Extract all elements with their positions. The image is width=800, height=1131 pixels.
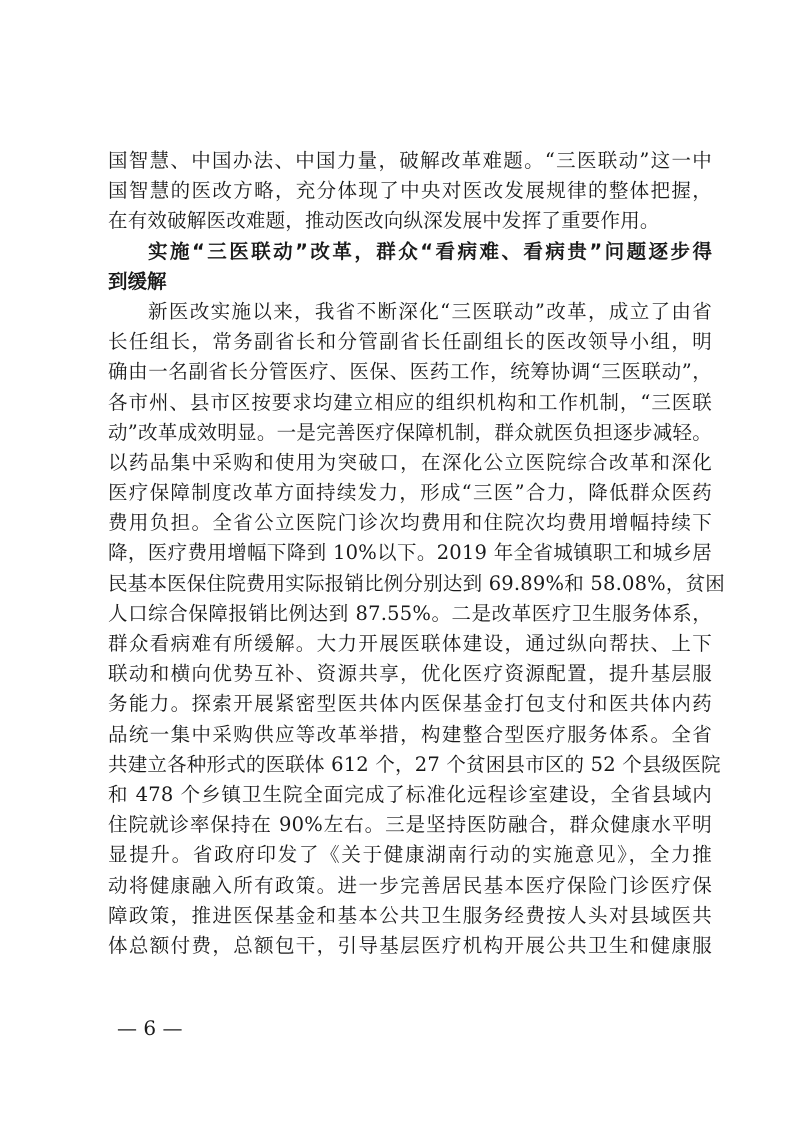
text-line: 新医改实施以来，我省不断深化“三医联动”改革，成立了由省 (148, 299, 712, 323)
text-line: 长任组长，常务副省长和分管副省长任副组长的医改领导小组，明 (108, 330, 712, 354)
text-line: 显提升。省政府印发了《关于健康湖南行动的实施意见》，全力推 (108, 843, 712, 867)
text-line: 务能力。探索开展紧密型医共体内医保基金打包支付和医共体内药 (108, 692, 712, 716)
text-line: 民基本医保住院费用实际报销比例分别达到 69.89%和 58.08%，贫困 (108, 571, 726, 595)
text-line: 在有效破解医改难题，推动医改向纵深发展中发挥了重要作用。 (108, 209, 660, 233)
text-line: 医疗保障制度改革方面持续发力，形成“三医”合力，降低群众医药 (108, 481, 712, 505)
text-line: 障政策，推进医保基金和基本公共卫生服务经费按人头对县域医共 (108, 903, 712, 927)
text-line: 品统一集中采购供应等改革举措，构建整合型医疗服务体系。全省 (108, 722, 712, 746)
text-line: 联动和横向优势互补、资源共享，优化医疗资源配置，提升基层服 (108, 662, 712, 686)
text-line: 国智慧的医改方略，充分体现了中央对医改发展规律的整体把握， (108, 179, 712, 203)
intro-paragraph (108, 146, 712, 237)
text-line: 费用负担。全省公立医院门诊次均费用和住院次均费用增幅持续下 (108, 511, 712, 535)
text-line: 和 478 个乡镇卫生院全面完成了标准化远程诊室建设，全省县域内 (108, 782, 712, 806)
text-line: 国智慧、中国办法、中国力量，破解改革难题。“三医联动”这一中 (108, 149, 712, 172)
text-line: 体总额付费，总额包干，引导基层医疗机构开展公共卫生和健康服 (108, 933, 712, 957)
text-line: 群众看病难有所缓解。大力开展医联体建设，通过纵向帮扶、上下 (108, 632, 712, 655)
text-line: 各市州、县市区按要求均建立相应的组织机构和工作机制，“三医联 (108, 390, 712, 414)
page-number: — 6 — (117, 1016, 183, 1040)
text-line: 动将健康融入所有政策。进一步完善居民基本医疗保险门诊医疗保 (108, 873, 712, 897)
text-line: 以药品集中采购和使用为突破口，在深化公立医院综合改革和深化 (108, 450, 712, 474)
heading-line: 到缓解 (108, 269, 167, 293)
text-line: 住院就诊率保持在 90%左右。三是坚持医防融合，群众健康水平明 (108, 813, 712, 837)
body-paragraph (108, 297, 726, 961)
text-line: 动”改革成效明显。一是完善医疗保障机制，群众就医负担逐步减轻。 (108, 420, 712, 444)
text-line: 确由一名副省长分管医疗、医保、医药工作，统筹协调“三医联动”， (108, 360, 712, 384)
heading-line: 实施“三医联动”改革，群众“看病难、看病贵”问题逐步得 (148, 239, 712, 263)
text-line: 人口综合保障报销比例达到 87.55%。二是改革医疗卫生服务体系， (108, 601, 712, 625)
text-line: 共建立各种形式的医联体 612 个，27 个贫困县市区的 52 个县级医院 (108, 752, 721, 776)
document-page (108, 146, 726, 961)
text-line: 降，医疗费用增幅下降到 10%以下。2019 年全省城镇职工和城乡居 (108, 541, 712, 565)
section-heading (108, 237, 712, 297)
